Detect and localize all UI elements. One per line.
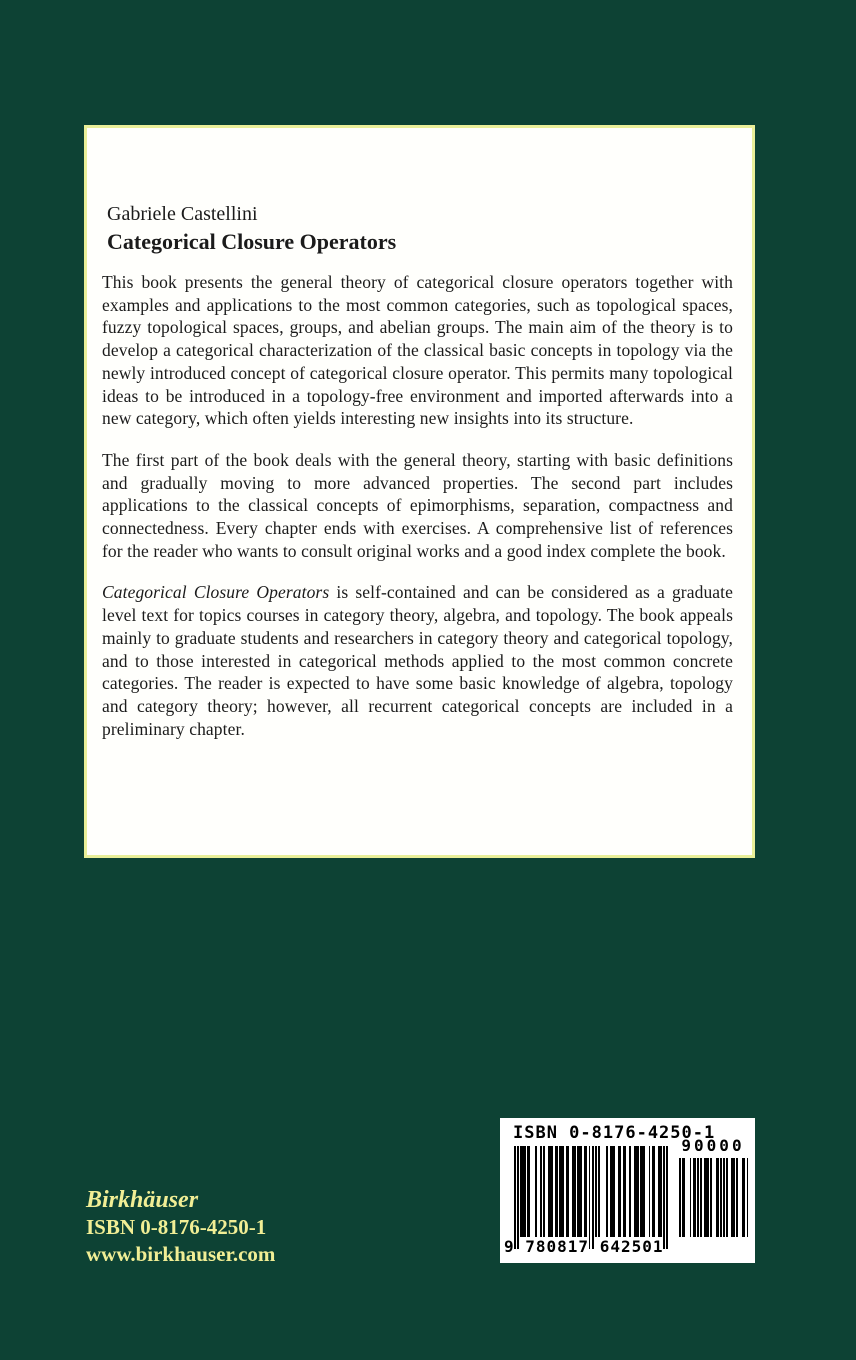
paragraph-text: The first part of the book deals with the general theory, starting with basic definitions and gradually moving to more advanced properties. The second part includes applications to the classical concepts of epimorphisms, separation, compactness and connectedness. Every chapter ends with exercises. A comprehensive list of references for the reader who wants to consult original works and a good index complete the book. — [102, 449, 733, 561]
paragraph-text: is self-contained and can be considered as a graduate level text for topics courses in category theory, algebra, and topology. The book appeals mainly to graduate students and researchers in category theory and categorical topology, and to those interested in categorical methods applied to the most common concrete categories. The reader is expected to have some basic knowledge of algebra, topology and category theory; however, all recurrent categorical concepts are included in a preliminary chapter. — [102, 582, 733, 739]
publisher-block — [86, 1186, 275, 1268]
author-name: Gabriele Castellini — [107, 203, 258, 225]
barcode-panel — [500, 1118, 755, 1263]
barcode-ean13 — [514, 1146, 668, 1237]
synopsis-paragraph — [102, 449, 733, 563]
barcode-isbn-header: ISBN 0-8176-4250-1 — [513, 1123, 716, 1143]
synopsis-paragraph — [102, 271, 733, 430]
synopsis-paragraph — [102, 581, 733, 740]
paragraph-lead-italic: Categorical Closure Operators — [102, 582, 330, 603]
paragraph-text: This book presents the general theory of categorical closure operators together with examples and applications to the most common categories, such as topological spaces, fuzzy topological spaces, groups, and abelian groups. The main aim of the theory is to develop a categorical characterization of the classical basic concepts in topology via the newly introduced concept of categorical closure operator. This permits many topological ideas to be introduced in a topology-free environment and imported afterwards into a new category, which often yields interesting new insights into its structure. — [102, 272, 733, 429]
barcode-addon-value: 90000 — [681, 1136, 745, 1155]
book-title: Categorical Closure Operators — [107, 229, 397, 254]
publisher-name: Birkhäuser — [86, 1187, 199, 1213]
barcode-addon — [678, 1158, 748, 1237]
publisher-isbn: ISBN 0-8176-4250-1 — [86, 1215, 267, 1239]
publisher-website: www.birkhauser.com — [86, 1242, 276, 1266]
synopsis-panel — [84, 125, 755, 858]
barcode-digits: 9 780817 642501 — [504, 1237, 664, 1256]
